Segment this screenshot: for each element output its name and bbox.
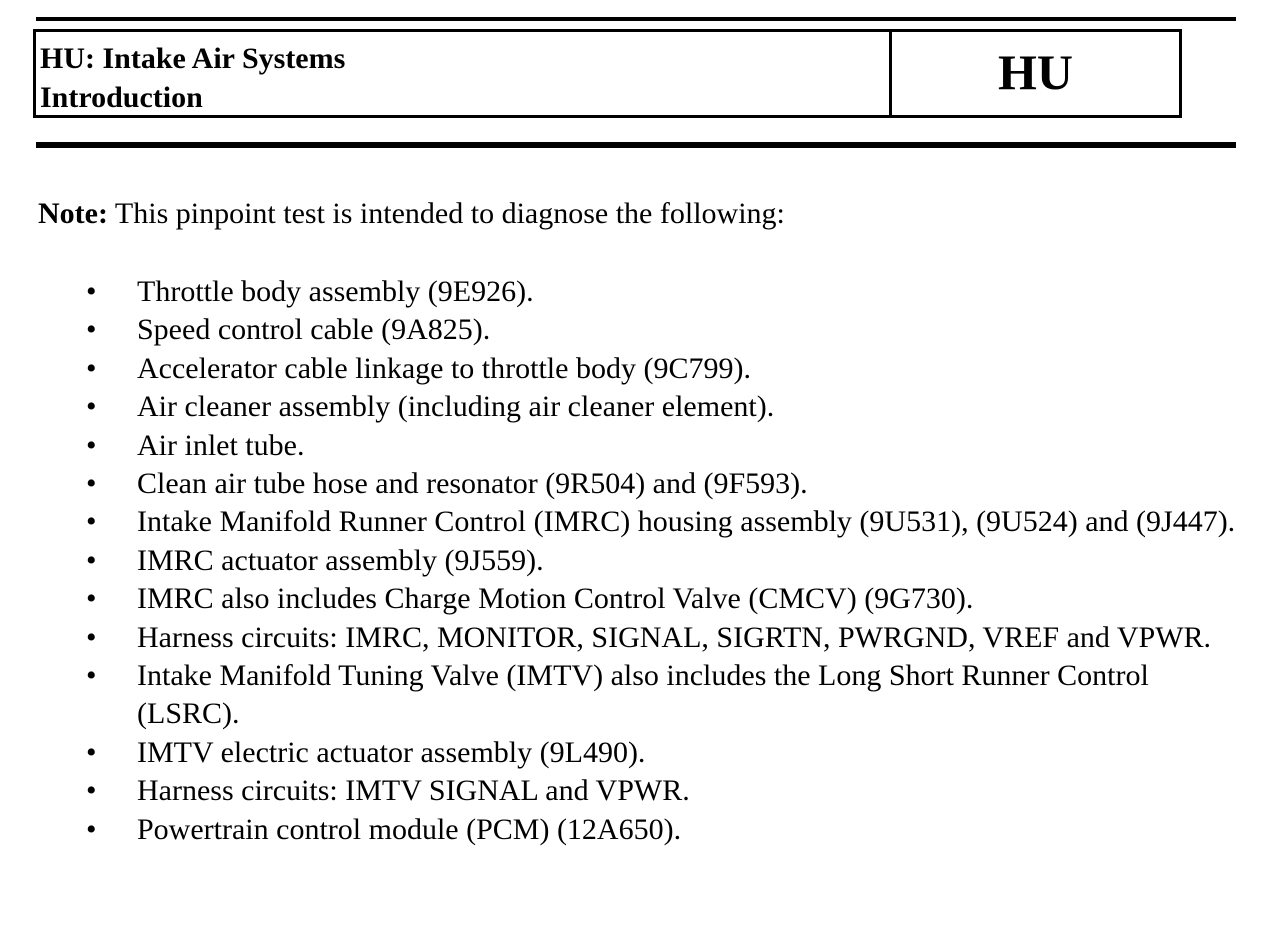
bullet-icon: • xyxy=(86,467,97,501)
list-item xyxy=(86,772,1236,810)
note-paragraph xyxy=(38,196,785,232)
bullet-icon: • xyxy=(86,582,97,616)
bullet-icon: • xyxy=(86,313,97,347)
list-item xyxy=(86,503,1236,541)
section-code: HU xyxy=(998,43,1073,100)
bullet-icon: • xyxy=(86,275,97,308)
list-item-text: IMRC also includes Charge Motion Control Valve (CMCV) (9G730). xyxy=(137,582,974,616)
section-subtitle: Introduction xyxy=(40,81,203,114)
diagnose-list xyxy=(86,273,1236,849)
list-item-text: Powertrain control module (PCM) (12A650). xyxy=(137,812,682,846)
bottom-rule xyxy=(36,142,1236,148)
list-item-text: Intake Manifold Runner Control (IMRC) housing assembly (9U531), (9U524) and (9J447). xyxy=(137,505,1236,539)
list-item-text: Throttle body assembly (9E926). xyxy=(137,275,534,308)
bullet-icon: • xyxy=(86,774,97,808)
list-item-text: Clean air tube hose and resonator (9R504) and (9F593). xyxy=(137,467,808,501)
list-item-text: Speed control cable (9A825). xyxy=(137,313,491,347)
list-item-text: Air inlet tube. xyxy=(137,428,305,462)
bullet-icon: • xyxy=(86,620,97,654)
header-title-cell xyxy=(36,32,892,115)
bullet-icon: • xyxy=(86,505,97,539)
list-item xyxy=(86,734,1236,772)
top-rule xyxy=(36,17,1236,21)
section-header xyxy=(33,29,1182,118)
list-item xyxy=(86,350,1236,388)
list-item-text: Accelerator cable linkage to throttle body (9C799). xyxy=(137,351,751,385)
list-item-text: Harness circuits: IMTV SIGNAL and VPWR. xyxy=(137,774,690,808)
bullet-icon: • xyxy=(86,543,97,577)
list-item xyxy=(86,657,1236,734)
list-item xyxy=(86,427,1236,465)
list-item xyxy=(86,311,1236,349)
list-item xyxy=(86,388,1236,426)
note-text: This pinpoint test is intended to diagnose the following: xyxy=(107,197,785,230)
list-item xyxy=(86,580,1236,618)
list-item-text: Air cleaner assembly (including air cleaner element). xyxy=(137,390,775,424)
bullet-icon: • xyxy=(86,812,97,846)
list-item xyxy=(86,619,1236,657)
list-item xyxy=(86,542,1236,580)
bullet-icon: • xyxy=(86,735,97,769)
bullet-icon: • xyxy=(86,659,97,693)
list-item xyxy=(86,465,1236,503)
section-title: HU: Intake Air Systems xyxy=(40,42,346,75)
bullet-icon: • xyxy=(86,351,97,385)
list-item-text: Intake Manifold Tuning Valve (IMTV) also includes the Long Short Runner Control (LSRC). xyxy=(137,659,1149,731)
bullet-icon: • xyxy=(86,428,97,462)
list-item-text: IMTV electric actuator assembly (9L490). xyxy=(137,735,646,769)
list-item xyxy=(86,811,1236,849)
note-label: Note: xyxy=(38,197,108,230)
list-item-text: Harness circuits: IMRC, MONITOR, SIGNAL, SIGRTN, PWRGND, VREF and VPWR. xyxy=(137,620,1212,654)
list-item xyxy=(86,273,1236,311)
list-item-text: IMRC actuator assembly (9J559). xyxy=(137,543,544,577)
bullet-icon: • xyxy=(86,390,97,424)
